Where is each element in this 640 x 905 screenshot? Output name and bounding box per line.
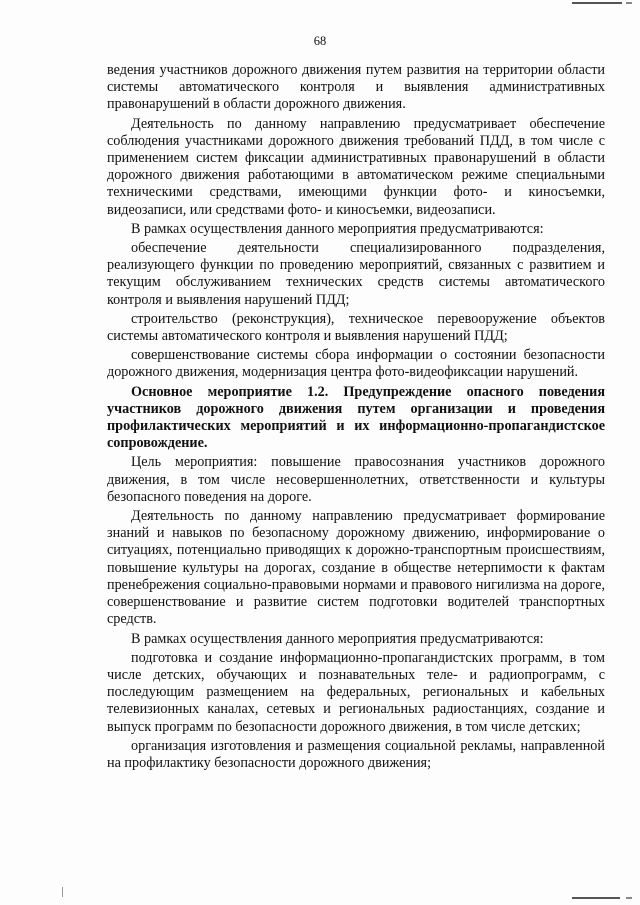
scan-artifact-bottom	[572, 897, 620, 899]
paragraph-6: совершенствование системы сбора информации о состоянии безопасности дорожного движения, модернизация центра фото-видеофиксации нарушений.	[107, 347, 605, 381]
body-text	[107, 62, 605, 774]
paragraph-8: Цель мероприятия: повышение правосознания участников дорожного движения, в том числе несовершеннолетних, ответственности и культуры безопасного поведения на дороге.	[107, 454, 605, 505]
paragraph-12: организация изготовления и размещения социальной рекламы, направленной на профилактику безопасности дорожного движения;	[107, 737, 605, 771]
scan-artifact-top	[572, 2, 622, 4]
section-heading: Основное мероприятие 1.2. Предупреждение опасного поведения участников дорожного движения путем организации и проведения профилактических мероприятий и их информационно-пропагандистское сопровождение.	[107, 383, 605, 452]
page-number: 68	[313, 34, 327, 48]
paragraph-9: Деятельность по данному направлению предусматривает формирование знаний и навыков по безопасному дорожному движению, информирование о ситуациях, потенциально приводящих к дорожно-транспортным происшествиям, повышение культуры на дорогах, создание в обществе нетерпимости к фактам пренебрежения социально-правовыми нормами и правового нигилизма на дороге, совершенствование и развитие систем подготовки водителей транспортных средств.	[107, 508, 605, 628]
scan-artifact-bottom-small	[626, 897, 632, 899]
paragraph-2: Деятельность по данному направлению предусматривает обеспечение соблюдения участниками дорожного движения требований ПДД, в том числе с применением систем фиксации административных правонарушений в области дорожного движения работающими в автоматическом режиме специальными техническими средствами, имеющими функции фото- и киносъемки, видеозаписи, или средствами фото- и киносъемки, видеозаписи.	[107, 115, 605, 218]
paragraph-11: подготовка и создание информационно-пропагандистских программ, в том числе детских, обучающих и познавательных теле- и радиопрограмм, с последующим размещением на федеральных, региональных и кабельных телевизионных каналах, сетевых и региональных радиостанциях, создание и выпуск программ по безопасности дорожного движения, в том числе детских;	[107, 649, 605, 735]
paragraph-3: В рамках осуществления данного мероприятия предусматриваются:	[131, 220, 544, 237]
paragraph-10: В рамках осуществления данного мероприятия предусматриваются:	[131, 630, 544, 647]
paragraph-1: ведения участников дорожного движения путем развития на территории области системы автоматического контроля и выявления административных правонарушений в области дорожного движения.	[107, 62, 605, 113]
scan-artifact-top-small	[626, 2, 632, 4]
paragraph-5: строительство (реконструкция), техническое перевооружение объектов системы автоматического контроля и выявления нарушений ПДД;	[107, 310, 605, 345]
paragraph-4: обеспечение деятельности специализированного подразделения, реализующего функции по проведению мероприятий, связанных с развитием и текущим обслуживанием технических средств системы автоматического контроля и выявления нарушений ПДД;	[107, 240, 605, 308]
scan-artifact-left	[62, 887, 63, 897]
